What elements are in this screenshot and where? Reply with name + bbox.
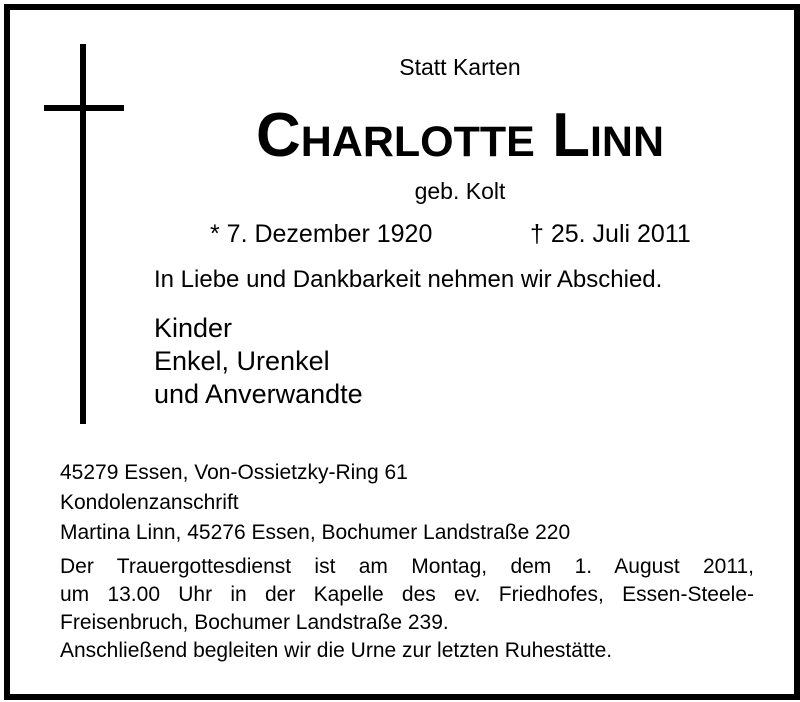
farewell-text: In Liebe und Dankbarkeit nehmen wir Abschied.: [154, 266, 663, 293]
address-block: [60, 458, 570, 548]
service-info: [60, 553, 754, 665]
statt-karten-label: Statt Karten: [399, 54, 521, 80]
service-line: Anschließend begleiten wir die Urne zur letzten Ruhestätte.: [60, 639, 613, 662]
maiden-name: geb. Kolt: [414, 178, 506, 204]
deceased-name: Charlotte Linn: [255, 101, 664, 170]
mourner-line: Kinder: [154, 313, 233, 343]
service-line: Freisenbruch, Bochumer Landstraße 239.: [60, 611, 449, 634]
mourner-line: Enkel, Urenkel: [154, 346, 330, 376]
service-line: um 13.00 Uhr in der Kapelle des ev. Friedhofes, Essen-Steele-: [60, 583, 754, 606]
obituary-notice: [4, 4, 800, 700]
mourners-list: [154, 312, 363, 411]
address-line: Martina Linn, 45276 Essen, Bochumer Landstraße 220: [60, 521, 571, 544]
cross-vertical-bar: [80, 44, 86, 424]
birth-date: * 7. Dezember 1920: [210, 220, 433, 248]
cross-horizontal-bar: [44, 105, 124, 111]
death-date: † 25. Juli 2011: [530, 220, 691, 248]
address-line: Kondolenzanschrift: [60, 491, 239, 514]
service-line: Der Trauergottesdienst ist am Montag, dem 1. August 2011,: [60, 555, 754, 578]
mourner-line: und Anverwandte: [154, 379, 363, 409]
address-line: 45279 Essen, Von-Ossietzky-Ring 61: [60, 461, 408, 484]
